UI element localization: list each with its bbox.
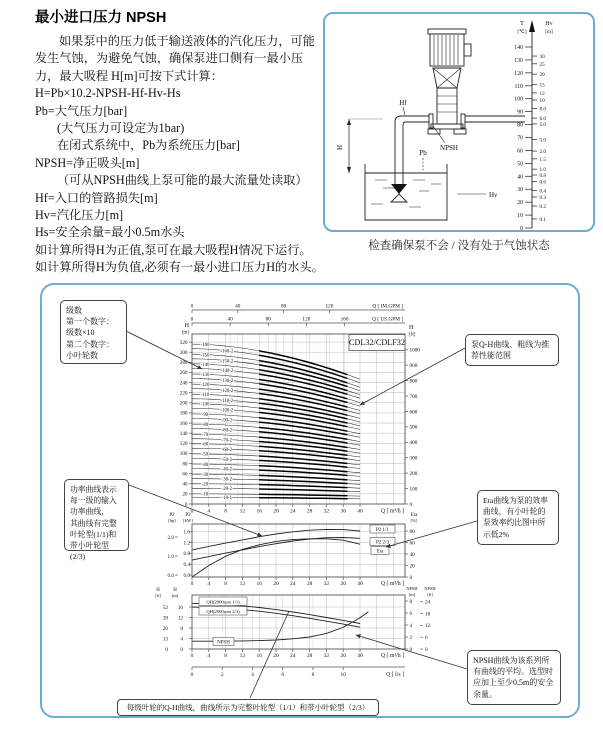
svg-text:13: 13 <box>162 636 168 643</box>
svg-text:-10-1: -10-1 <box>221 496 233 502</box>
svg-text:0.8: 0.8 <box>183 551 190 558</box>
svg-text:2.0: 2.0 <box>539 149 546 156</box>
svg-text:-140-2: -140-2 <box>220 368 234 374</box>
svg-text:1.2: 1.2 <box>183 540 190 547</box>
svg-text:20: 20 <box>539 72 545 79</box>
svg-text:39: 39 <box>162 615 168 622</box>
svg-text:0: 0 <box>190 508 194 515</box>
svg-text:12: 12 <box>239 653 246 659</box>
svg-text:-120-2: -120-2 <box>220 388 234 394</box>
svg-text:0: 0 <box>409 574 413 581</box>
article-line: 在闭式系统中，Pb为系统压力[bar] <box>57 138 240 153</box>
svg-text:0.3: 0.3 <box>539 194 546 201</box>
svg-text:Eta: Eta <box>410 513 418 518</box>
callout-leader-lines <box>126 331 477 698</box>
article-line: 如果泵中的压力低于输送液体的汽化压力，可能 <box>59 34 315 48</box>
vapor-pressure-scale <box>514 20 546 230</box>
svg-text:P2: P2 <box>169 513 175 518</box>
svg-text:20: 20 <box>409 563 415 570</box>
svg-text:1.0: 1.0 <box>167 553 174 560</box>
svg-text:200: 200 <box>409 470 418 477</box>
svg-text:32: 32 <box>323 653 330 659</box>
svg-text:Q [ m³/h ]: Q [ m³/h ] <box>380 581 404 587</box>
svg-text:6: 6 <box>281 672 285 678</box>
svg-text:52: 52 <box>162 605 168 612</box>
svg-text:300: 300 <box>409 455 418 462</box>
svg-text:0: 0 <box>520 226 523 230</box>
svg-text:H: H <box>409 325 414 331</box>
svg-text:-70-2: -70-2 <box>221 438 233 444</box>
svg-text:10: 10 <box>539 98 545 105</box>
svg-text:12: 12 <box>239 508 246 515</box>
svg-text:QH(2900rpm 1/1): QH(2900rpm 1/1) <box>206 599 240 605</box>
svg-text:8: 8 <box>224 653 227 659</box>
svg-text:H: H <box>156 588 160 593</box>
callout-line: 带小叶轮型(2/3) <box>70 541 109 562</box>
svg-text:0: 0 <box>190 672 194 678</box>
svg-text:120: 120 <box>302 316 311 323</box>
svg-text:260: 260 <box>179 370 188 377</box>
callout-qh-curve: 泵Q-H曲线、粗线为推荐性能范围 <box>465 334 559 366</box>
svg-text:8: 8 <box>224 581 227 587</box>
svg-text:120: 120 <box>514 70 523 77</box>
svg-text:80: 80 <box>280 303 287 310</box>
svg-text:1.6: 1.6 <box>183 529 190 536</box>
callout-line: 其曲线有完整 <box>70 518 117 528</box>
svg-text:0: 0 <box>180 646 183 653</box>
svg-text:100: 100 <box>409 486 418 493</box>
svg-text:6: 6 <box>409 610 413 617</box>
svg-text:28: 28 <box>306 508 313 515</box>
svg-text:-30: -30 <box>201 472 209 478</box>
svg-text:60: 60 <box>517 148 523 155</box>
svg-text:80: 80 <box>265 316 271 323</box>
svg-text:400: 400 <box>409 440 418 447</box>
svg-text:60: 60 <box>409 540 415 547</box>
svg-text:80: 80 <box>182 461 188 468</box>
svg-text:100: 100 <box>514 96 523 103</box>
svg-text:16: 16 <box>177 604 183 611</box>
callout-stages <box>60 300 127 364</box>
svg-text:[m]: [m] <box>408 592 416 597</box>
svg-text:140: 140 <box>179 430 188 437</box>
svg-text:0.0: 0.0 <box>167 572 174 579</box>
svg-text:20: 20 <box>273 581 279 587</box>
svg-text:12: 12 <box>539 90 545 97</box>
svg-text:40: 40 <box>357 581 363 587</box>
svg-text:Q [ m³/h ]: Q [ m³/h ] <box>380 508 404 515</box>
svg-text:0.0: 0.0 <box>183 572 190 579</box>
svg-text:-110: -110 <box>200 393 210 399</box>
svg-text:P2 2/3: P2 2/3 <box>376 540 389 546</box>
svg-text:-100-2: -100-2 <box>220 408 234 414</box>
svg-text:-50-2: -50-2 <box>221 457 233 463</box>
hf-label: Hf <box>399 99 407 107</box>
svg-text:[m]: [m] <box>171 593 179 598</box>
svg-text:10: 10 <box>340 672 346 678</box>
svg-text:0.2: 0.2 <box>539 204 546 211</box>
callout-npsh-curve: NPSH曲线为该系列所有曲线的平均。选型时应加上至少0.5m的安全余量。 <box>467 650 561 705</box>
svg-text:0: 0 <box>184 501 188 508</box>
svg-text:12: 12 <box>177 615 183 622</box>
callout-line: 级数×10 <box>66 328 95 338</box>
svg-text:140: 140 <box>514 44 523 51</box>
svg-text:-60-2: -60-2 <box>221 447 233 453</box>
svg-text:16: 16 <box>256 653 262 659</box>
svg-text:600: 600 <box>409 409 418 416</box>
svg-text:12: 12 <box>239 581 246 587</box>
callout-line: 小叶轮数 <box>66 350 98 360</box>
page-title: 最小进口压力 NPSH <box>35 10 167 26</box>
svg-text:500: 500 <box>409 424 418 431</box>
svg-text:8.0: 8.0 <box>539 106 546 113</box>
svg-text:Eta: Eta <box>376 549 384 555</box>
svg-text:-160: -160 <box>200 343 210 349</box>
article-line: 如计算所得H为正值,泵可在最大吸程H情况下运行。 <box>35 242 312 257</box>
h-label: H <box>336 144 344 150</box>
svg-text:8: 8 <box>180 625 183 632</box>
article-formula: H=Pb×10.2-NPSH-Hf-Hv-Hs <box>35 86 181 101</box>
svg-text:-150-2: -150-2 <box>220 359 234 365</box>
svg-text:1.0: 1.0 <box>539 167 546 174</box>
svg-text:0.4: 0.4 <box>539 188 546 195</box>
svg-text:[%]: [%] <box>410 518 418 523</box>
svg-text:H: H <box>184 323 189 329</box>
article-line: 如计算所得H为负值,必须有一最小进口压力H的水头。 <box>35 260 324 275</box>
svg-text:80: 80 <box>517 122 523 129</box>
svg-text:6.0: 6.0 <box>539 116 546 123</box>
callout-line: 每一级的输入 <box>70 496 117 506</box>
svg-text:-80: -80 <box>201 422 209 428</box>
article-line: NPSH=净正吸头[m] <box>35 155 140 170</box>
svg-text:30: 30 <box>539 54 545 61</box>
svg-text:-160-2: -160-2 <box>220 349 234 355</box>
callout-line: 功率曲线， <box>70 507 109 517</box>
callout-line: 第一个数字： <box>66 317 114 327</box>
article-line: Hs=安全余量=最小0.5m水头 <box>35 225 185 240</box>
svg-text:CDL32/CDLF32: CDL32/CDLF32 <box>349 338 405 347</box>
svg-text:160: 160 <box>179 420 188 427</box>
svg-text:40: 40 <box>235 303 241 310</box>
callout-line: 第二个数字： <box>66 339 114 349</box>
svg-text:100: 100 <box>179 451 188 458</box>
svg-text:40: 40 <box>357 508 363 515</box>
svg-text:300: 300 <box>179 350 188 356</box>
svg-text:24: 24 <box>290 581 296 587</box>
svg-text:40: 40 <box>182 481 188 488</box>
svg-text:20: 20 <box>273 653 279 659</box>
svg-text:2: 2 <box>409 634 413 641</box>
svg-text:-90: -90 <box>201 412 209 418</box>
article-line: (大气压力可设定为1bar) <box>57 121 185 136</box>
pb-label: Pb <box>419 149 427 157</box>
pump-diagram-box <box>323 12 595 232</box>
svg-text:0.8: 0.8 <box>539 172 546 179</box>
svg-text:2.0: 2.0 <box>167 534 174 541</box>
svg-text:-70: -70 <box>201 433 209 439</box>
svg-text:[m]: [m] <box>181 330 189 336</box>
svg-text:-150: -150 <box>200 353 210 359</box>
svg-text:-80-2: -80-2 <box>221 428 233 434</box>
svg-text:800: 800 <box>409 378 418 385</box>
svg-text:160: 160 <box>340 316 349 323</box>
svg-text:NPSH: NPSH <box>406 586 418 591</box>
pump-installation-diagram <box>325 14 593 230</box>
svg-text:15: 15 <box>539 82 545 89</box>
svg-text:Q [ IM.GPM ]: Q [ IM.GPM ] <box>372 303 403 310</box>
svg-text:0: 0 <box>165 646 168 653</box>
svg-text:-130-2: -130-2 <box>220 378 234 384</box>
svg-text:70: 70 <box>517 135 523 142</box>
svg-text:[ft]: [ft] <box>155 593 161 598</box>
svg-text:320: 320 <box>179 339 188 346</box>
svg-text:180: 180 <box>179 410 188 417</box>
callout-eta-curve: Eta曲线为泵的效率曲线，有小叶轮的泵效率约比图中所示低2% <box>477 490 559 545</box>
svg-text:NPSH: NPSH <box>424 586 436 591</box>
svg-text:20: 20 <box>517 200 523 207</box>
svg-text:-100: -100 <box>200 402 210 408</box>
svg-text:16: 16 <box>256 508 262 515</box>
npsh-label: NPSH <box>440 144 458 152</box>
svg-text:40: 40 <box>227 316 233 323</box>
svg-text:0: 0 <box>409 501 413 508</box>
svg-text:700: 700 <box>409 393 418 400</box>
svg-text:0.1: 0.1 <box>539 216 546 223</box>
svg-text:-140: -140 <box>200 362 210 368</box>
svg-text:1.5: 1.5 <box>539 156 546 163</box>
svg-text:220: 220 <box>179 390 188 397</box>
svg-text:24: 24 <box>290 508 296 515</box>
npsh-article <box>35 8 325 277</box>
svg-text:28: 28 <box>306 581 313 587</box>
svg-text:0: 0 <box>190 316 194 323</box>
power-eta-chart <box>168 513 419 587</box>
svg-text:3.0: 3.0 <box>539 137 546 144</box>
svg-text:90: 90 <box>517 109 523 116</box>
svg-text:120: 120 <box>179 441 188 448</box>
hv-scale-unit: [m] <box>545 29 553 35</box>
callout-line: 功率曲线表示 <box>70 485 117 494</box>
svg-text:110: 110 <box>514 83 523 90</box>
svg-text:-50: -50 <box>201 452 209 458</box>
svg-text:25: 25 <box>539 61 545 68</box>
svg-text:20: 20 <box>273 508 279 515</box>
svg-text:200: 200 <box>179 400 188 407</box>
article-line: Pb=大气压力[bar] <box>35 103 128 118</box>
svg-text:24: 24 <box>425 599 431 606</box>
svg-text:36: 36 <box>340 508 346 515</box>
svg-text:32: 32 <box>323 508 330 515</box>
svg-text:0: 0 <box>190 653 194 659</box>
article-line: Hf=入口的管路损失[m] <box>35 190 158 205</box>
qh-npsh-chart <box>155 586 436 678</box>
svg-text:[ft]: [ft] <box>409 332 416 338</box>
svg-text:40: 40 <box>517 174 523 181</box>
svg-text:4: 4 <box>409 622 413 629</box>
svg-text:4: 4 <box>207 508 211 515</box>
svg-text:-30-2: -30-2 <box>221 477 233 483</box>
article-line: Hv=汽化压力[m] <box>35 208 124 223</box>
svg-text:-130: -130 <box>200 372 210 378</box>
svg-text:4: 4 <box>207 653 211 659</box>
svg-text:0: 0 <box>409 646 413 653</box>
svg-text:28: 28 <box>306 653 313 659</box>
svg-text:P2: P2 <box>185 513 191 518</box>
svg-text:12: 12 <box>425 623 431 630</box>
svg-text:H: H <box>173 588 177 593</box>
svg-text:80: 80 <box>409 528 415 535</box>
hv-scale-header: Hv <box>545 21 553 27</box>
svg-text:26: 26 <box>162 626 168 632</box>
svg-text:2: 2 <box>220 672 224 678</box>
svg-text:40: 40 <box>409 551 415 558</box>
svg-text:-110-2: -110-2 <box>220 398 234 404</box>
article-line: 发生气蚀，为避免气蚀，确保泵进口侧有一最小压 <box>35 51 304 66</box>
svg-text:Q [ US.GPM ]: Q [ US.GPM ] <box>372 316 403 323</box>
main-qh-chart <box>180 304 421 515</box>
svg-text:240: 240 <box>179 380 188 387</box>
svg-text:0: 0 <box>190 303 194 310</box>
svg-text:24: 24 <box>290 653 296 659</box>
svg-text:-40-2: -40-2 <box>221 467 233 473</box>
svg-text:-40: -40 <box>201 462 209 468</box>
svg-text:8: 8 <box>311 672 315 678</box>
svg-text:60: 60 <box>182 471 188 478</box>
svg-text:6: 6 <box>425 634 428 641</box>
article-line: 力，最大吸程 H[m]可按下式计算： <box>35 68 223 83</box>
svg-text:8: 8 <box>409 598 413 605</box>
svg-text:36: 36 <box>340 653 346 659</box>
svg-text:130: 130 <box>514 57 523 64</box>
svg-text:30: 30 <box>517 187 523 194</box>
svg-text:16: 16 <box>256 581 262 587</box>
svg-text:36: 36 <box>340 581 346 587</box>
svg-text:Q [ m³/h ]: Q [ m³/h ] <box>380 653 404 659</box>
svg-text:10: 10 <box>517 213 523 220</box>
svg-text:-120: -120 <box>200 383 210 389</box>
svg-text:0.4: 0.4 <box>183 562 190 568</box>
t-scale-unit: [℃] <box>517 29 527 35</box>
svg-text:4: 4 <box>180 636 183 643</box>
svg-text:900: 900 <box>409 362 418 369</box>
svg-text:QH(2900rpm 2/3): QH(2900rpm 2/3) <box>206 608 240 614</box>
pump-artwork <box>347 29 525 220</box>
performance-chart-panel <box>40 283 580 718</box>
svg-text:0.6: 0.6 <box>539 179 546 186</box>
t-scale-header: T <box>520 20 524 27</box>
callout-line: 叶轮型(1/1)和 <box>70 529 117 539</box>
svg-text:[hp]: [hp] <box>168 518 176 523</box>
svg-text:18: 18 <box>425 611 431 618</box>
svg-text:-20-2: -20-2 <box>221 487 233 493</box>
svg-text:20: 20 <box>182 491 188 498</box>
svg-text:50: 50 <box>517 161 523 168</box>
svg-text:5.0: 5.0 <box>539 121 546 128</box>
article-line: （可从NPSH曲线上泵可能的最大流量处读取） <box>57 173 308 188</box>
svg-text:0: 0 <box>190 581 194 587</box>
callout-line: 级数 <box>66 306 82 315</box>
callout-power-curve <box>64 479 129 562</box>
svg-text:8: 8 <box>224 508 227 515</box>
svg-text:P2 1/1: P2 1/1 <box>376 528 389 533</box>
diagram-caption: 检查确保泵不会 / 没有处于气蚀状态 <box>368 240 550 252</box>
svg-text:-20: -20 <box>201 482 209 488</box>
svg-text:4: 4 <box>207 581 211 587</box>
svg-text:280: 280 <box>179 360 188 367</box>
svg-text:-10: -10 <box>201 492 209 498</box>
svg-text:40: 40 <box>357 653 363 659</box>
hv-label: Hv <box>489 191 498 199</box>
callout-impeller-note: 每级叶轮的Q-H曲线，曲线所示为完整叶轮型（1/1）和带小叶轮型（2/3） <box>117 699 379 716</box>
svg-text:Q [ l/s ]: Q [ l/s ] <box>386 672 404 678</box>
svg-text:32: 32 <box>323 581 330 587</box>
svg-text:-90-2: -90-2 <box>221 418 233 424</box>
svg-text:0: 0 <box>425 646 428 653</box>
svg-text:-60: -60 <box>201 442 209 448</box>
svg-text:[ft]: [ft] <box>427 592 433 597</box>
svg-text:4: 4 <box>251 672 254 678</box>
svg-text:NPSH: NPSH <box>217 640 230 646</box>
svg-text:1000: 1000 <box>409 347 420 354</box>
svg-text:[kW]: [kW] <box>183 518 193 523</box>
svg-text:120: 120 <box>325 303 334 310</box>
